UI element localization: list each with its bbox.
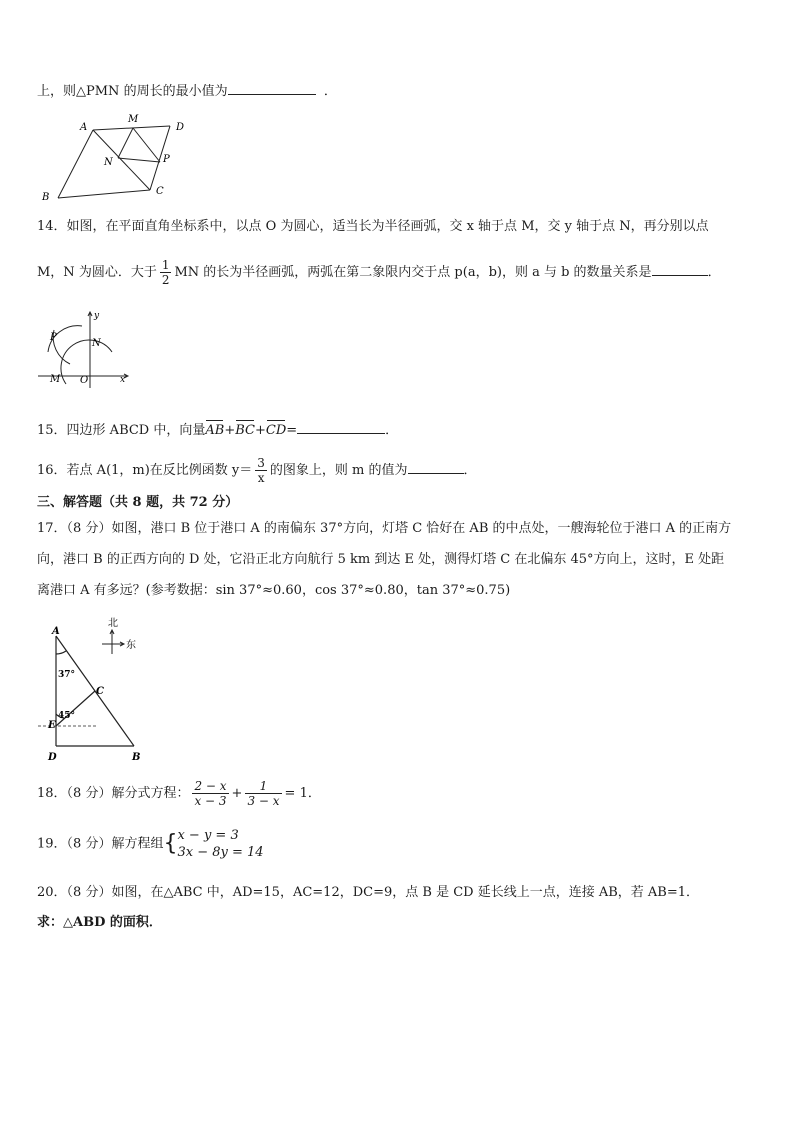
vector-cd: CD [265,423,287,438]
q18-fraction-1 [192,779,228,808]
q17-label-B: B [132,752,141,763]
q14-label-y: y [94,311,100,321]
section3-heading: 三、解答题（共 8 题，共 72 分） [37,495,239,510]
q16-answer-blank[interactable] [408,461,464,474]
q16-text-b: 的图象上，则 m 的值为 [269,463,408,478]
q13-label-D: D [176,122,185,133]
q17-angle-45: 45° [58,711,76,721]
q18-f1-den: x − 3 [194,794,227,808]
q14-answer-blank[interactable] [652,263,708,276]
q18-line [37,776,321,812]
vector-bc: BC [235,423,255,438]
q17-east-label: 东 [126,640,136,651]
q16-frac-num: 3 [257,456,265,470]
q13-label-N: N [104,157,113,168]
q13-label-B: B [42,192,50,203]
q14-label-x: x [120,375,126,385]
q17-line3: 离港口 A 有多远？(参考数据：sin 37°≈0.60，cos 37°≈0.80，tan 37°≈0.75) [37,583,511,598]
q17-north-label: 北 [108,618,118,629]
q16-fraction [255,456,267,485]
q18-fraction-2 [245,779,281,808]
q13-label-C: C [156,186,164,197]
q17-angle-37: 37° [58,670,76,680]
q13-label-A: A [80,122,88,133]
q13-text: 上，则△PMN 的周长的最小值为 [37,84,228,99]
q17-label-C: C [96,686,104,697]
vector-ab: AB [205,423,225,438]
q16-frac-den: x [257,471,265,485]
q17-label-A: A [52,626,60,637]
q13-label-P: P [163,154,170,165]
q17-line1: 17．（8 分）如图，港口 B 位于港口 A 的南偏东 37°方向，灯塔 C 恰好在 AB 的中点处，一艘海轮位于港口 A 的正南方 [37,521,732,536]
q18-rhs: = 1． [284,786,321,801]
q14-frac-num: 1 [161,258,170,272]
q14-label-O: O [80,375,89,386]
q17-label-D: D [48,752,57,763]
q15-text: 15．四边形 ABCD 中，向量 [37,423,206,438]
q19-text: 19．（8 分）解方程组 [37,836,164,852]
q17-figure [36,614,156,766]
q20-line2: 求：△ABD 的面积． [37,915,162,930]
q14-text-2a: M，N 为圆心．大于 [37,265,157,280]
q16-end: ． [463,463,477,478]
q19-brace: { [163,831,178,856]
q19-line [37,826,264,863]
q14-text-2b: MN 的长为半径画弧，两弧在第二象限内交于点 p(a，b)，则 a 与 b 的数量关系是 [174,265,652,280]
q19-eq2: 3x − 8y = 14 [177,845,264,860]
q14-text-1: 14．如图，在平面直角坐标系中，以点 O 为圆心，适当长为半径画弧，交 x 轴于点 M，交 y 轴于点 N，再分别以点 [37,219,709,234]
q15-equals: = [286,423,298,438]
q16-text-a: 16．若点 A(1，m)在反比例函数 y＝ [37,463,253,478]
q14-end: ． [707,265,721,280]
q16-line [37,454,477,488]
q18-plus: + [231,786,243,801]
q17-label-E: E [48,720,56,731]
q18-f2-den: 3 − x [247,794,280,808]
q13-end: ． [323,84,337,99]
q17-line2: 向，港口 B 的正西方向的 D 处，它沿正北方向航行 5 km 到达 E 处，测得灯塔 C 在北偏东 45°方向上，这时，E 处距 [37,552,725,567]
q14-line1 [37,218,709,236]
q15-end: ． [385,423,399,438]
q18-f1-num: 2 − x [194,779,227,793]
q14-label-N: N [92,338,101,349]
q14-frac-den: 2 [161,273,170,287]
q14-label-M: M [50,374,61,385]
q13-figure [38,110,198,205]
q15-plus-2: + [254,423,266,438]
q15-answer-blank[interactable] [297,421,385,434]
q18-text: 18．（8 分）解分式方程： [37,786,190,801]
q18-f2-num: 1 [245,779,281,794]
q14-line2 [37,256,721,290]
q13-tail-line [37,82,337,101]
q13-label-M: M [128,114,139,125]
q14-label-P: P [50,332,57,343]
q15-plus-1: + [224,423,236,438]
q20-line1: 20．（8 分）如图，在△ABC 中，AD=15，AC=12，DC=9，点 B 是 CD 延长线上一点，连接 AB，若 AB=1． [37,885,700,900]
q15-line [37,421,398,440]
q19-system [177,827,263,861]
q19-eq1: x − y = 3 [177,828,239,843]
q13-answer-blank[interactable] [228,82,316,95]
q14-figure [36,308,136,390]
q14-fraction [160,258,172,287]
